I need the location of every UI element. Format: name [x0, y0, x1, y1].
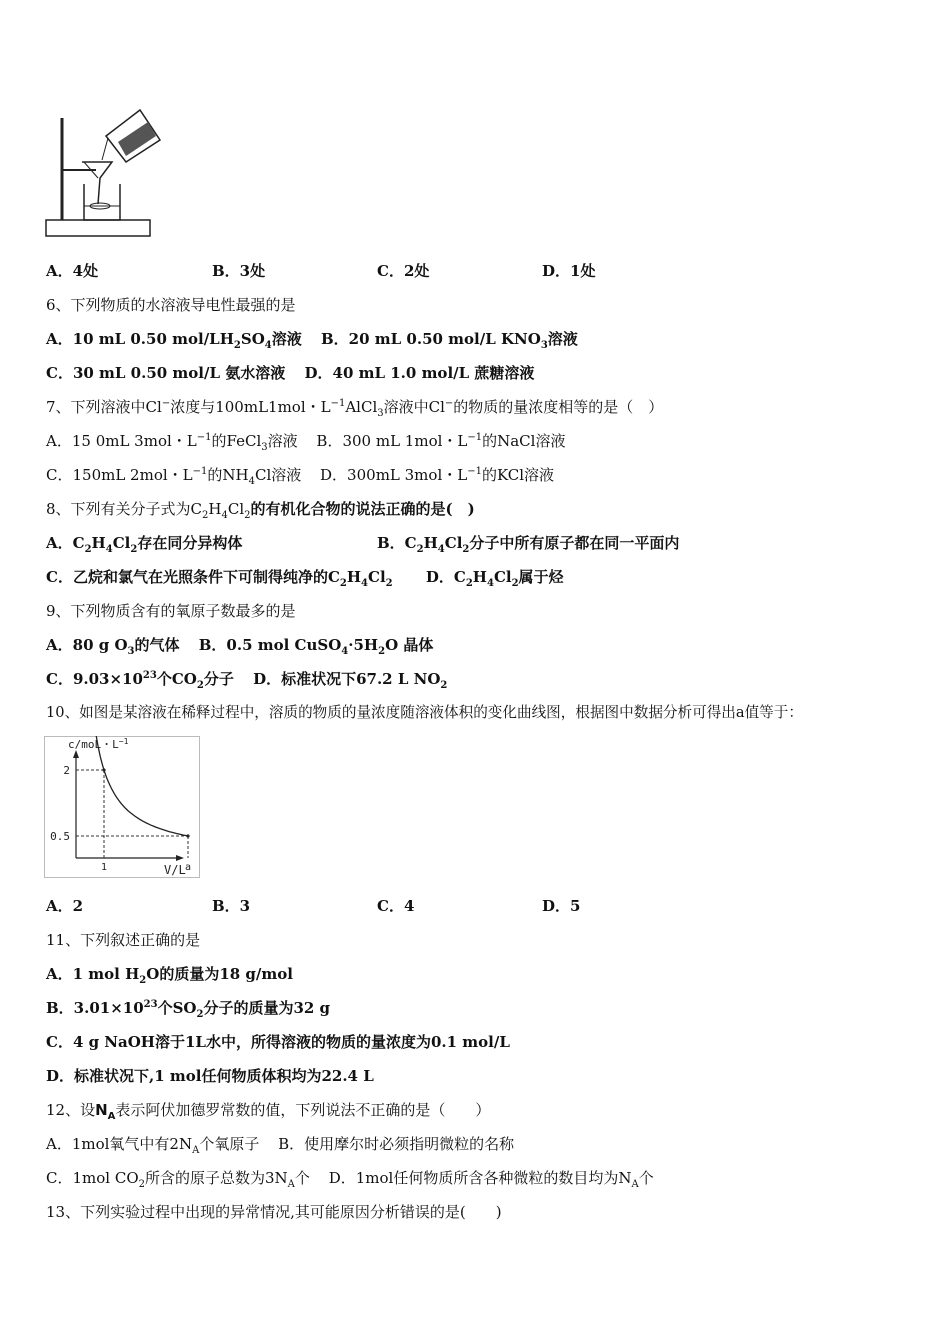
- q7-option-d: D．300mL 3mol・$L^{-1}$的KCl溶液: [320, 466, 555, 484]
- q9-option-b: B．0.5 mol $CuSO_4\cdot 5H_2O$ 晶体: [198, 636, 434, 657]
- q6-option-d: D．40 mL 1.0 mol/L 蔗糖溶液: [304, 364, 535, 382]
- y-tick-label: 0.5: [50, 830, 70, 843]
- q10-stem: 10、如图是某溶液在稀释过程中，溶质的物质的量浓度随溶液体积的变化曲线图，根据图中数据分析可得出a值等于：: [46, 704, 803, 721]
- q9-option-d: D．标准状况下67.2 L $NO_2$: [253, 670, 448, 691]
- q9-options-ab: [46, 635, 433, 655]
- q7-option-a: A．15 0mL 3mol・$L^{-1}$的FeCl$_3$溶液: [46, 432, 298, 453]
- q7-options-cd: [46, 465, 554, 485]
- q5-option-a: A．4处: [46, 262, 99, 280]
- q12-stem: 12、设$N_A$表示阿伏加德罗常数的值，下列说法不正确的是（ ）: [46, 1101, 491, 1122]
- q7-stem: 7、下列溶液中Cl−浓度与100mL1mol・$L^{-1}AlCl_3$溶液中Cl−的物质的量浓度相等的是（ ）: [46, 398, 664, 419]
- y-axis-arrow: [73, 750, 79, 758]
- q7-option-c: C．150mL 2mol・$L^{-1}$的$NH_4Cl$溶液: [46, 466, 302, 487]
- q10-option-a: A．2: [46, 897, 84, 915]
- x-axis-label: V/L: [164, 863, 186, 877]
- y-axis-label: c/moL・$L^{-1}$: [68, 737, 129, 751]
- q9-stem: 9、下列物质含有的氧原子数最多的是: [46, 602, 296, 620]
- q5-option-b: B．3处: [212, 262, 266, 280]
- x-tick-label: a: [184, 862, 192, 873]
- q9-option-a: A．80 g $O_3$的气体: [46, 636, 180, 657]
- q11-option-d: D．标准状况下,1 mol任何物质体积均为22.4 L: [46, 1067, 374, 1085]
- q11-stem: 11、下列叙述正确的是: [46, 931, 201, 949]
- q6-options-ab: [46, 329, 578, 349]
- q6-stem: 6、下列物质的水溶液导电性最强的是: [46, 296, 296, 314]
- q10-option-d: D．5: [542, 897, 581, 915]
- q12-options-cd: [46, 1168, 654, 1188]
- q12-option-c: C．1mol $CO_2$所含的原子总数为$3N_A$个: [46, 1169, 310, 1190]
- q9-options-cd: [46, 669, 447, 689]
- q6-option-a: A．10 mL 0.50 mol/$LH_2SO_4$溶液: [46, 330, 302, 351]
- q6-option-b: B．20 mL 0.50 mol/L $KNO_3$溶液: [321, 330, 578, 351]
- data-point: [186, 834, 189, 837]
- q5-option-c: C．2处: [377, 262, 430, 280]
- q8-options-cd: [46, 567, 564, 587]
- q8-option-a: A．$C_2H_4Cl_2$存在同分异构体: [46, 534, 243, 555]
- q6-options-cd: [46, 363, 534, 383]
- q8-stem: 8、下列有关分子式为$C_2H_4Cl_2$的有机化合物的说法正确的是( ): [46, 500, 475, 521]
- q11-option-c: C．4 g NaOH溶于1L水中，所得溶液的物质的量浓度为0.1 mol/L: [46, 1033, 510, 1051]
- q5-option-d: D．1处: [542, 262, 596, 280]
- q8-option-c: C．乙烷和氯气在光照条件下可制得纯净的$C_2H_4Cl_2$: [46, 568, 393, 589]
- q10-option-c: C．4: [377, 897, 415, 915]
- q8-option-d: D．$C_2H_4Cl_2$属于烃: [425, 568, 564, 589]
- y-tick-label: 2: [63, 764, 70, 777]
- filtration-apparatus-figure: [44, 106, 164, 240]
- x-tick-label: 1: [100, 862, 108, 873]
- q13-stem: 13、下列实验过程中出现的异常情况,其可能原因分析错误的是( ): [46, 1203, 502, 1221]
- q12-option-b: B．使用摩尔时必须指明微粒的名称: [278, 1135, 515, 1153]
- q11-option-a: A．1 mol $H_2O$的质量为18 g/mol: [46, 965, 293, 986]
- concentration-volume-chart: [44, 736, 200, 878]
- q12-option-a: A．1mol氧气中有$2N_A$个氧原子: [46, 1135, 260, 1156]
- x-axis-arrow: [176, 855, 184, 861]
- q12-option-d: D．1mol任何物质所含各种微粒的数目均为$N_A$个: [328, 1169, 654, 1190]
- q6-option-c: C．30 mL 0.50 mol/L 氨水溶液: [46, 364, 286, 382]
- q9-option-c: C．$9.03\times 10^{23}$个$CO_2$分子: [46, 670, 234, 691]
- q8-option-b: B．$C_2H_4Cl_2$分子中所有原子都在同一平面内: [377, 534, 680, 555]
- q11-option-b: B．$3.01\times 10^{23}$个$SO_2$分子的质量为32 g: [46, 999, 331, 1020]
- q7-options-ab: [46, 431, 565, 451]
- q7-option-b: B．300 mL 1mol・$L^{-1}$的NaCl溶液: [316, 432, 566, 450]
- data-point: [102, 768, 105, 771]
- q10-option-b: B．3: [212, 897, 251, 915]
- dilution-curve-line: [96, 736, 188, 836]
- q12-options-ab: [46, 1134, 514, 1154]
